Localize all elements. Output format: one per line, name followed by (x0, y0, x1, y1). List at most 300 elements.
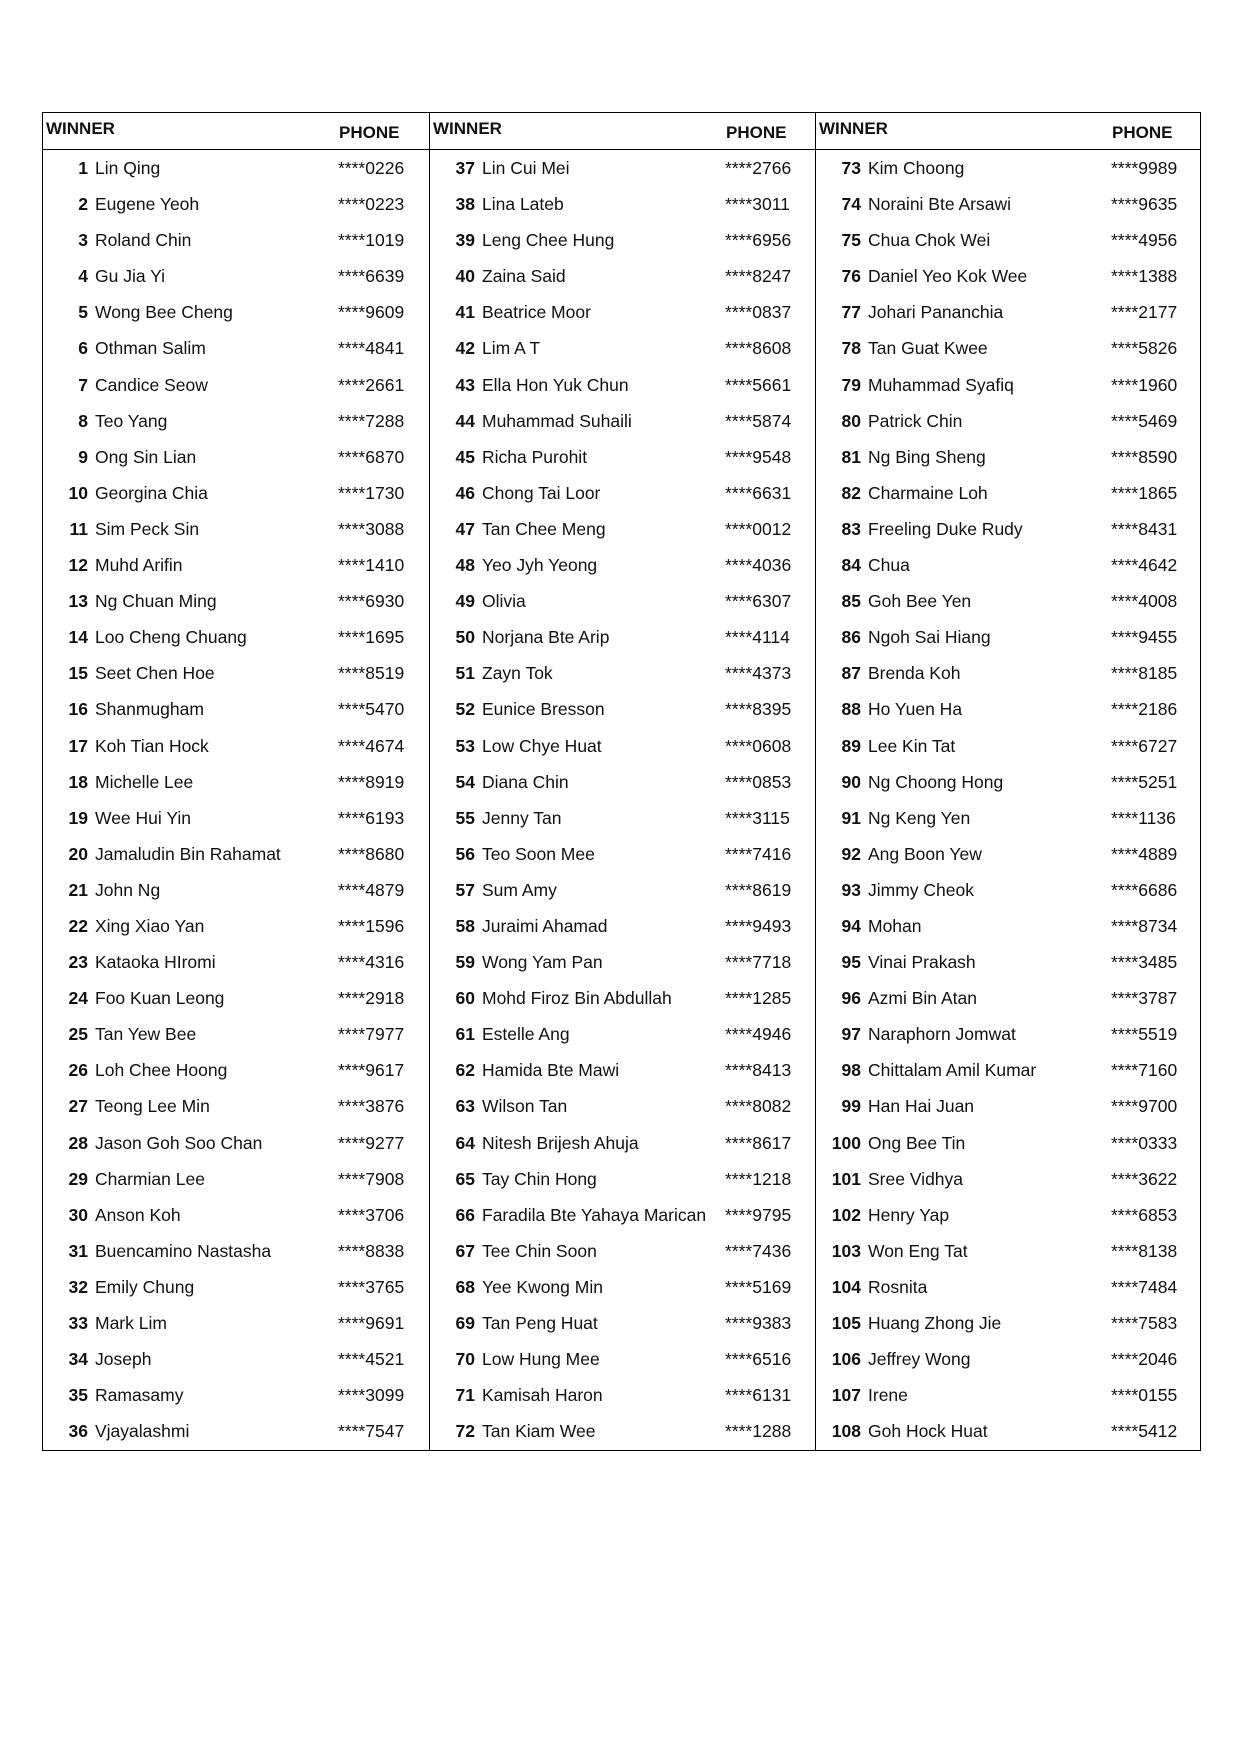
winner-number: 43 (455, 374, 475, 395)
winner-name: Ho Yuen Ha (868, 699, 963, 720)
phone-number: ****7547 (338, 1421, 405, 1442)
row-list (430, 150, 815, 1449)
winner-name: Roland Chin (95, 230, 192, 251)
phone-number: ****8247 (725, 266, 792, 287)
table-row (43, 728, 429, 764)
winner-number: 70 (455, 1349, 475, 1370)
phone-number: ****0223 (338, 194, 405, 215)
table-row (43, 1052, 429, 1088)
winner-number: 49 (455, 591, 475, 612)
phone-number: ****1596 (338, 915, 405, 936)
phone-number: ****2186 (1111, 699, 1178, 720)
table-row (430, 836, 815, 872)
column-header (430, 113, 815, 150)
phone-number: ****8608 (725, 338, 792, 359)
phone-number: ****1388 (1111, 266, 1178, 287)
winner-name: Eunice Bresson (482, 699, 605, 720)
winner-name: Wee Hui Yin (95, 807, 191, 828)
table-row (43, 1269, 429, 1305)
winner-number: 89 (841, 735, 861, 756)
phone-number: ****6727 (1111, 735, 1178, 756)
phone-number: ****7484 (1111, 1276, 1178, 1297)
phone-number: ****9383 (725, 1313, 792, 1333)
table-row (816, 150, 1200, 186)
phone-number: ****3876 (338, 1096, 405, 1117)
table-row (43, 1016, 429, 1052)
winner-name: Muhd Arifin (95, 555, 183, 576)
table-row (43, 294, 429, 330)
table-row (43, 980, 429, 1016)
winner-name: Zayn Tok (482, 663, 553, 684)
winner-number: 47 (455, 518, 475, 539)
winner-name: Lina Lateb (482, 194, 564, 215)
phone-number: ****5470 (338, 699, 405, 720)
phone-number: ****1410 (338, 555, 405, 576)
phone-number: ****2046 (1111, 1349, 1178, 1370)
table-row (430, 150, 815, 186)
winner-name: Jenny Tan (482, 807, 562, 828)
winner-name: Loo Cheng Chuang (95, 627, 247, 648)
table-row (430, 728, 815, 764)
phone-number: ****8413 (725, 1060, 792, 1081)
winner-number: 39 (455, 230, 475, 251)
winner-name: Emily Chung (95, 1276, 195, 1297)
table-row (816, 330, 1200, 366)
table-row (816, 222, 1200, 258)
table-row (43, 186, 429, 222)
winner-number: 29 (68, 1168, 88, 1189)
winner-number: 41 (455, 302, 475, 323)
winner-name: Faradila Bte Yahaya Marican (482, 1204, 707, 1225)
winner-number: 106 (831, 1349, 861, 1370)
table-row (816, 1413, 1200, 1449)
table-row (816, 1125, 1200, 1161)
winner-name: Naraphorn Jomwat (868, 1024, 1016, 1045)
table-row (816, 186, 1200, 222)
winner-number: 9 (78, 446, 88, 467)
table-row (430, 475, 815, 511)
table-row (430, 1088, 815, 1124)
winner-number: 59 (455, 952, 475, 973)
table-row (43, 655, 429, 691)
table-row (430, 619, 815, 655)
winner-number: 1 (78, 158, 88, 178)
phone-number: ****5251 (1111, 771, 1178, 792)
table-row (430, 222, 815, 258)
winner-name: Xing Xiao Yan (95, 915, 205, 936)
table-row (816, 1305, 1200, 1341)
winner-number: 81 (841, 446, 861, 467)
phone-number: ****4956 (1111, 230, 1178, 251)
table-row (816, 367, 1200, 403)
winner-number: 93 (841, 879, 861, 900)
table-row (43, 258, 429, 294)
table-row (430, 908, 815, 944)
phone-number: ****3485 (1111, 952, 1178, 973)
phone-number: ****7436 (725, 1240, 792, 1261)
winner-number: 20 (68, 843, 88, 864)
winner-number: 28 (68, 1132, 88, 1153)
winner-number: 51 (455, 663, 475, 684)
winner-number: 22 (68, 915, 88, 936)
winner-name: Nitesh Brijesh Ahuja (482, 1132, 639, 1153)
winner-name: Ramasamy (95, 1385, 184, 1406)
table-row (430, 980, 815, 1016)
phone-number: ****4946 (725, 1024, 792, 1045)
phone-number: ****3115 (725, 807, 790, 828)
table-row (816, 547, 1200, 583)
winner-name: Tan Kiam Wee (482, 1421, 596, 1442)
winner-name: Tay Chin Hong (482, 1168, 597, 1189)
table-row (816, 475, 1200, 511)
winner-name: Tan Guat Kwee (868, 338, 988, 359)
table-row (816, 1088, 1200, 1124)
phone-number: ****9548 (725, 446, 792, 467)
winner-number: 95 (841, 952, 861, 973)
phone-number: ****5412 (1111, 1421, 1178, 1442)
winner-name: Wong Yam Pan (482, 952, 603, 973)
table-row (430, 800, 815, 836)
phone-number: ****8519 (338, 663, 405, 684)
winner-name: Richa Purohit (482, 446, 588, 467)
table-row (816, 655, 1200, 691)
table-row (430, 944, 815, 980)
winner-number: 13 (68, 591, 88, 612)
table-row (43, 403, 429, 439)
winner-number: 68 (455, 1276, 475, 1297)
winner-name: Ong Sin Lian (95, 446, 197, 467)
winner-number: 44 (455, 410, 475, 431)
winner-number: 98 (841, 1060, 861, 1081)
winner-number: 94 (841, 915, 861, 936)
phone-number: ****0608 (725, 735, 792, 756)
table-row (816, 944, 1200, 980)
winner-header: WINNER (819, 119, 888, 138)
winner-number: 65 (455, 1168, 475, 1189)
phone-number: ****2661 (338, 374, 405, 395)
winner-name: Tan Yew Bee (95, 1024, 197, 1045)
winner-name: Loh Chee Hoong (95, 1060, 228, 1081)
table-row (43, 330, 429, 366)
winner-number: 77 (841, 302, 861, 323)
winner-name: Anson Koh (95, 1204, 181, 1225)
winner-name: Beatrice Moor (482, 302, 591, 323)
winner-number: 46 (455, 482, 475, 503)
winner-name: Juraimi Ahamad (482, 915, 608, 936)
phone-number: ****4889 (1111, 843, 1178, 864)
winner-number: 25 (68, 1024, 88, 1045)
winner-number: 52 (455, 699, 475, 720)
table-row (43, 367, 429, 403)
phone-number: ****3765 (338, 1276, 405, 1297)
phone-number: ****9493 (725, 915, 792, 936)
phone-number: ****5469 (1111, 410, 1178, 431)
winner-name: Chua (868, 555, 910, 576)
phone-number: ****6307 (725, 591, 792, 612)
winner-name: Ng Bing Sheng (868, 446, 986, 467)
table-row (816, 1016, 1200, 1052)
table-row (430, 1413, 815, 1449)
phone-number: ****0226 (338, 158, 405, 178)
phone-header: PHONE (339, 123, 400, 142)
table-row (816, 1161, 1200, 1197)
winner-name: John Ng (95, 879, 161, 900)
winner-number: 15 (68, 663, 88, 684)
phone-number: ****9795 (725, 1204, 792, 1225)
phone-number: ****2766 (725, 158, 792, 178)
winner-number: 87 (841, 663, 861, 684)
table-row (43, 691, 429, 727)
table-row (430, 1305, 815, 1341)
table-row (430, 1161, 815, 1197)
winner-number: 73 (841, 158, 861, 178)
winner-number: 14 (68, 627, 88, 648)
phone-number: ****9609 (338, 302, 405, 323)
winner-number: 108 (831, 1421, 861, 1442)
winner-header: WINNER (433, 119, 502, 138)
winner-name: Estelle Ang (482, 1024, 570, 1045)
winner-name: Charmian Lee (95, 1168, 205, 1189)
phone-number: ****0155 (1111, 1385, 1178, 1406)
table-row (816, 800, 1200, 836)
phone-number: ****4642 (1111, 555, 1178, 576)
winner-number: 62 (455, 1060, 475, 1081)
winner-name: Irene (868, 1385, 908, 1406)
phone-number: ****9700 (1111, 1096, 1178, 1117)
table-row (43, 1377, 429, 1413)
phone-number: ****6930 (338, 591, 405, 612)
table-row (816, 980, 1200, 1016)
winners-table (42, 112, 1201, 1451)
table-row (430, 547, 815, 583)
winner-number: 26 (68, 1060, 88, 1081)
winner-name: Huang Zhong Jie (868, 1313, 1002, 1333)
phone-number: ****8395 (725, 699, 792, 720)
winner-number: 79 (841, 374, 861, 395)
winner-name: Rosnita (868, 1276, 928, 1297)
phone-number: ****9277 (338, 1132, 405, 1153)
phone-number: ****7160 (1111, 1060, 1178, 1081)
phone-number: ****8082 (725, 1096, 792, 1117)
winner-number: 61 (455, 1024, 475, 1045)
winner-name: Olivia (482, 591, 526, 612)
phone-number: ****8590 (1111, 446, 1178, 467)
table-row (430, 1269, 815, 1305)
winner-number: 76 (841, 266, 861, 287)
winner-name: Joseph (95, 1349, 152, 1370)
winner-number: 2 (78, 194, 88, 215)
phone-number: ****8734 (1111, 915, 1178, 936)
winner-number: 17 (68, 735, 88, 756)
phone-number: ****9617 (338, 1060, 405, 1081)
phone-number: ****8919 (338, 771, 405, 792)
winner-number: 84 (841, 555, 861, 576)
winner-name: Ngoh Sai Hiang (868, 627, 991, 648)
winner-name: Johari Pananchia (868, 302, 1004, 323)
phone-number: ****4036 (725, 555, 792, 576)
phone-number: ****3706 (338, 1204, 405, 1225)
phone-number: ****7718 (725, 952, 792, 973)
winner-name: Zaina Said (482, 266, 566, 287)
table-row (816, 1341, 1200, 1377)
table-row (430, 294, 815, 330)
winner-name: Mohd Firoz Bin Abdullah (482, 988, 672, 1009)
table-row (43, 1161, 429, 1197)
winner-number: 103 (831, 1240, 861, 1261)
phone-number: ****4521 (338, 1349, 405, 1370)
winner-name: Teo Soon Mee (482, 843, 595, 864)
winner-name: Buencamino Nastasha (95, 1240, 272, 1261)
table-row (816, 439, 1200, 475)
winner-number: 82 (841, 482, 861, 503)
winner-number: 92 (841, 843, 861, 864)
phone-number: ****3099 (338, 1385, 405, 1406)
winner-number: 6 (78, 338, 88, 359)
winner-number: 38 (455, 194, 475, 215)
phone-number: ****9635 (1111, 194, 1178, 215)
winner-number: 7 (78, 374, 88, 395)
phone-number: ****6131 (725, 1385, 792, 1406)
winner-name: Sree Vidhya (868, 1168, 964, 1189)
phone-number: ****1136 (1111, 807, 1176, 828)
winner-name: Muhammad Syafiq (868, 374, 1014, 395)
table-row (43, 1413, 429, 1449)
winner-name: Shanmugham (95, 699, 204, 720)
winner-name: Henry Yap (868, 1204, 950, 1225)
winner-name: Goh Hock Huat (868, 1421, 988, 1442)
winner-name: Sim Peck Sin (95, 518, 200, 539)
winner-number: 80 (841, 410, 861, 431)
winner-number: 72 (455, 1421, 475, 1442)
winner-name: Teong Lee Min (95, 1096, 210, 1117)
winner-number: 86 (841, 627, 861, 648)
phone-number: ****6631 (725, 482, 792, 503)
phone-number: ****6870 (338, 446, 405, 467)
winner-name: Mohan (868, 915, 922, 936)
phone-number: ****0837 (725, 302, 792, 323)
winner-name: Tee Chin Soon (482, 1240, 597, 1261)
table-column-2 (429, 113, 815, 1450)
winner-name: Yeo Jyh Yeong (482, 555, 598, 576)
table-row (43, 836, 429, 872)
phone-number: ****0333 (1111, 1132, 1178, 1153)
phone-number: ****4841 (338, 338, 405, 359)
table-row (816, 728, 1200, 764)
phone-number: ****4879 (338, 879, 405, 900)
phone-number: ****0853 (725, 771, 792, 792)
table-row (43, 150, 429, 186)
phone-number: ****6853 (1111, 1204, 1178, 1225)
table-row (430, 1016, 815, 1052)
table-row (816, 403, 1200, 439)
winner-number: 88 (841, 699, 861, 720)
phone-header: PHONE (726, 123, 787, 142)
winner-name: Kamisah Haron (482, 1385, 603, 1406)
phone-number: ****1218 (725, 1168, 792, 1189)
winner-number: 16 (68, 699, 88, 720)
phone-number: ****3787 (1111, 988, 1178, 1009)
winner-number: 53 (455, 735, 475, 756)
table-row (43, 908, 429, 944)
winner-name: Freeling Duke Rudy (868, 518, 1023, 539)
winner-number: 23 (68, 952, 88, 973)
winner-name: Jimmy Cheok (868, 879, 974, 900)
table-row (43, 764, 429, 800)
winner-name: Han Hai Juan (868, 1096, 975, 1117)
winner-number: 40 (455, 266, 475, 287)
winner-number: 102 (831, 1204, 861, 1225)
phone-number: ****8619 (725, 879, 792, 900)
winner-name: Hamida Bte Mawi (482, 1060, 620, 1081)
winner-number: 67 (455, 1240, 475, 1261)
winner-name: Ng Chuan Ming (95, 591, 217, 612)
winner-name: Ong Bee Tin (868, 1132, 966, 1153)
winner-number: 100 (831, 1132, 861, 1153)
winner-name: Lin Qing (95, 158, 161, 178)
column-header (43, 113, 429, 150)
table-row (430, 583, 815, 619)
winner-name: Muhammad Suhaili (482, 410, 632, 431)
winner-number: 69 (455, 1313, 475, 1333)
table-row (430, 764, 815, 800)
table-row (430, 1197, 815, 1233)
phone-number: ****4114 (725, 627, 790, 648)
phone-number: ****1960 (1111, 374, 1178, 395)
winner-name: Yee Kwong Min (482, 1276, 603, 1297)
phone-header: PHONE (1112, 123, 1173, 142)
winner-number: 8 (78, 410, 88, 431)
winner-number: 24 (68, 988, 88, 1009)
winner-name: Chittalam Amil Kumar (868, 1060, 1037, 1081)
phone-number: ****8138 (1111, 1240, 1178, 1261)
winner-name: Noraini Bte Arsawi (868, 194, 1011, 215)
table-row (43, 872, 429, 908)
phone-number: ****4316 (338, 952, 405, 973)
table-row (430, 1341, 815, 1377)
table-row (816, 258, 1200, 294)
phone-number: ****3622 (1111, 1168, 1178, 1189)
phone-number: ****5874 (725, 410, 792, 431)
table-row (430, 258, 815, 294)
winner-name: Charmaine Loh (868, 482, 988, 503)
phone-number: ****6516 (725, 1349, 792, 1370)
table-row (816, 619, 1200, 655)
phone-number: ****1285 (725, 988, 792, 1009)
table-row (816, 511, 1200, 547)
winner-number: 48 (455, 555, 475, 576)
winner-name: Lin Cui Mei (482, 158, 570, 178)
phone-number: ****3011 (725, 194, 790, 215)
table-row (430, 367, 815, 403)
table-row (430, 872, 815, 908)
winner-name: Chua Chok Wei (868, 230, 991, 251)
winner-number: 64 (455, 1132, 475, 1153)
winner-number: 107 (831, 1385, 861, 1406)
winner-name: Koh Tian Hock (95, 735, 209, 756)
phone-number: ****7908 (338, 1168, 405, 1189)
winner-number: 3 (78, 230, 88, 251)
table-row (43, 1305, 429, 1341)
phone-number: ****5169 (725, 1276, 792, 1297)
table-row (816, 583, 1200, 619)
winner-number: 101 (831, 1168, 861, 1189)
winner-name: Daniel Yeo Kok Wee (868, 266, 1028, 287)
phone-number: ****1730 (338, 482, 405, 503)
winner-number: 45 (455, 446, 475, 467)
table-row (43, 944, 429, 980)
winner-number: 55 (455, 807, 475, 828)
winner-name: Goh Bee Yen (868, 591, 972, 612)
